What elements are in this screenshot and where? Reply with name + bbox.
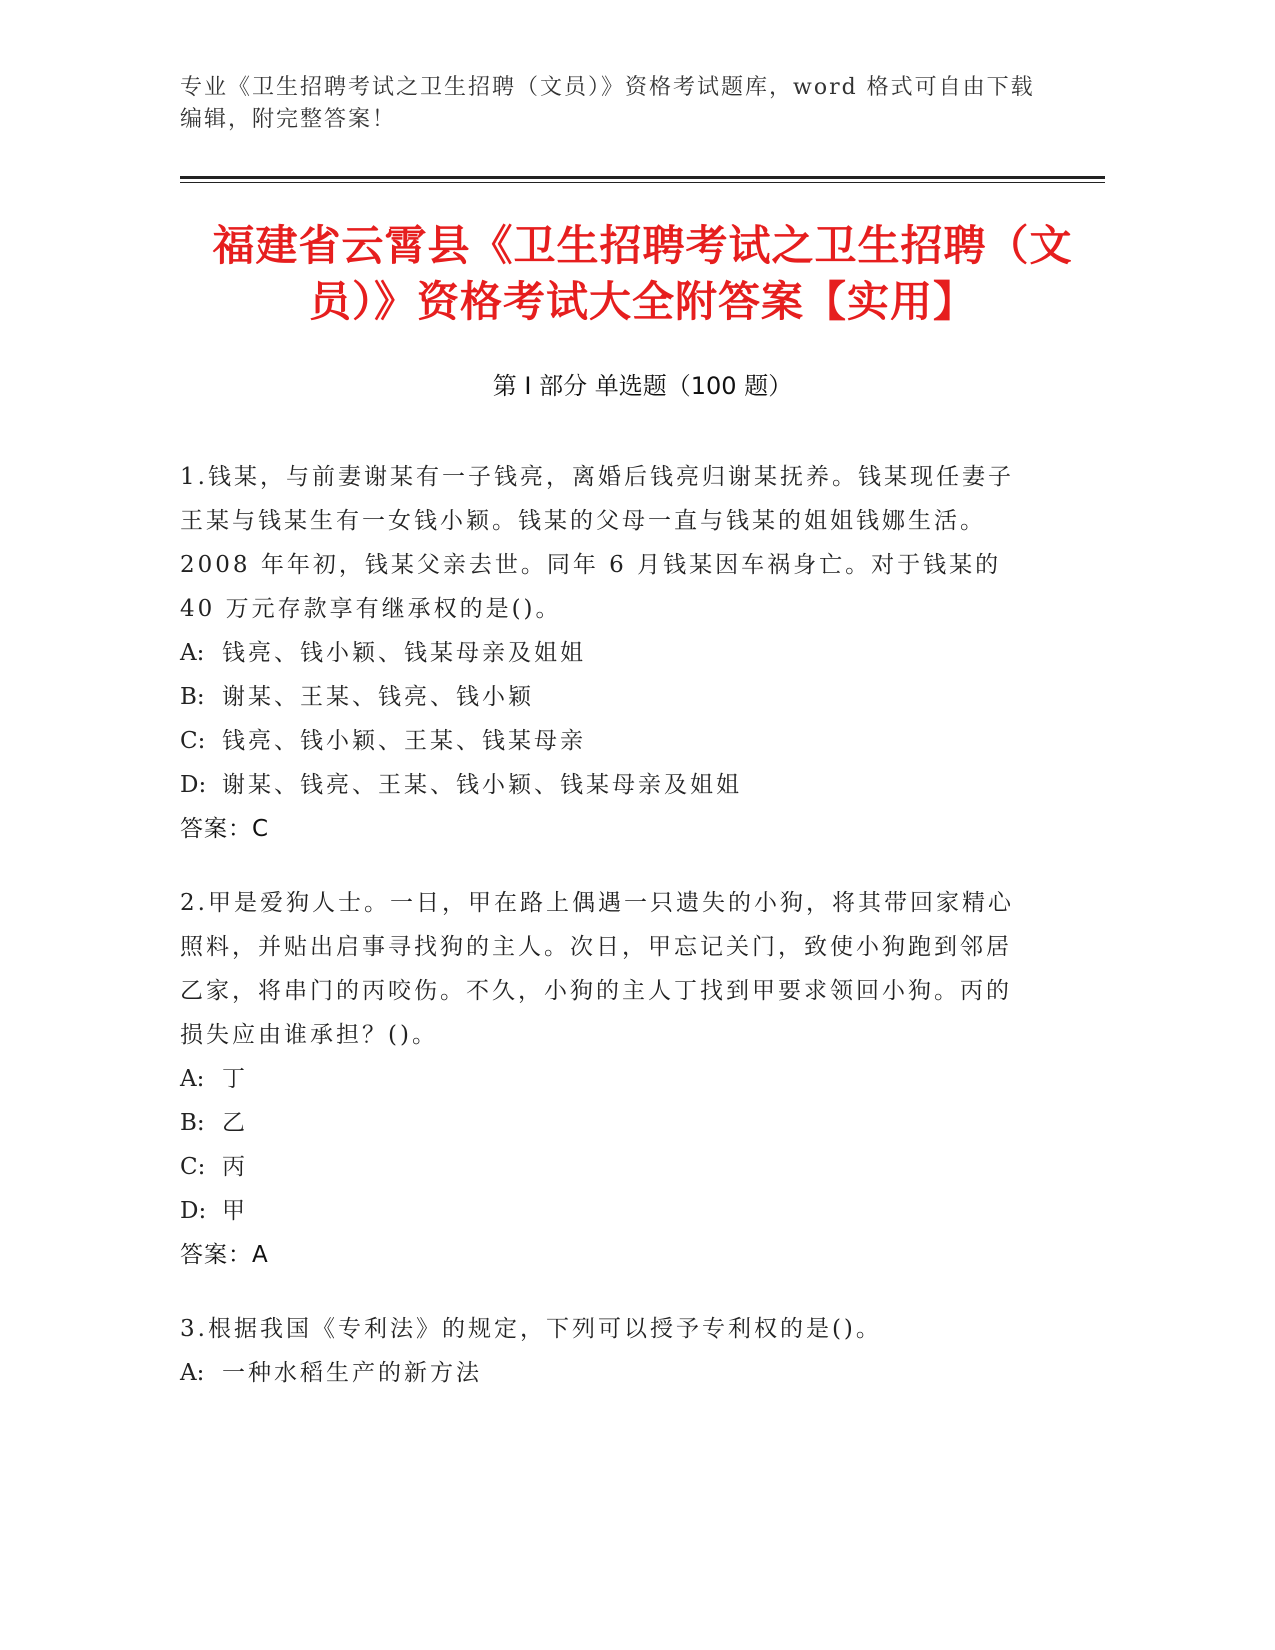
question-item bbox=[180, 881, 1030, 1277]
option-b bbox=[180, 1101, 1030, 1145]
option-d bbox=[180, 763, 1030, 807]
question-item bbox=[180, 455, 1030, 851]
option-label: D: bbox=[180, 772, 207, 798]
header-note: 专业《卫生招聘考试之卫生招聘（文员）》资格考试题库，word 格式可自由下载编辑，附完整答案！ bbox=[180, 75, 1035, 132]
option-label: D: bbox=[180, 1198, 207, 1224]
option-label: A: bbox=[180, 1360, 205, 1386]
option-text: 乙 bbox=[222, 1110, 248, 1136]
option-label: C: bbox=[180, 1154, 206, 1180]
option-a bbox=[180, 1057, 1030, 1101]
answer-line bbox=[180, 807, 1030, 851]
option-a bbox=[180, 631, 1030, 675]
option-text: 甲 bbox=[222, 1198, 248, 1224]
option-text: 丁 bbox=[222, 1066, 248, 1092]
option-d bbox=[180, 1189, 1030, 1233]
answer-value: A bbox=[252, 1242, 269, 1268]
option-text: 钱亮、钱小颖、钱某母亲及姐姐 bbox=[222, 640, 586, 666]
option-c bbox=[180, 1145, 1030, 1189]
option-label: C: bbox=[180, 728, 206, 754]
answer-line bbox=[180, 1233, 1030, 1277]
option-text: 谢某、王某、钱亮、钱小颖 bbox=[222, 684, 534, 710]
section-title: 第 I 部分 单选题（100 题） bbox=[492, 372, 793, 400]
header-rule-thick bbox=[180, 176, 1105, 179]
option-b bbox=[180, 675, 1030, 719]
question-stem: 3.根据我国《专利法》的规定，下列可以授予专利权的是()。 bbox=[180, 1316, 882, 1342]
option-label: A: bbox=[180, 640, 205, 666]
option-text: 谢某、钱亮、王某、钱小颖、钱某母亲及姐姐 bbox=[222, 772, 742, 798]
option-label: B: bbox=[180, 1110, 205, 1136]
option-a bbox=[180, 1351, 1030, 1395]
question-item bbox=[180, 1307, 1030, 1395]
option-text: 一种水稻生产的新方法 bbox=[222, 1360, 482, 1386]
answer-value: C bbox=[252, 816, 270, 842]
option-c bbox=[180, 719, 1030, 763]
header-rule-thin bbox=[180, 182, 1105, 183]
question-stem: 1.钱某，与前妻谢某有一子钱亮，离婚后钱亮归谢某抚养。钱某现任妻子王某与钱某生有一女钱小颖。钱某的父母一直与钱某的姐姐钱娜生活。2008 年年初，钱某父亲去世。同年 6 月钱某因车祸身亡。对于钱某的 40 万元存款享有继承权的是()。 bbox=[180, 464, 1014, 622]
option-text: 丙 bbox=[222, 1154, 248, 1180]
answer-prefix: 答案： bbox=[180, 1242, 252, 1268]
question-stem: 2.甲是爱狗人士。一日，甲在路上偶遇一只遗失的小狗，将其带回家精心照料，并贴出启事寻找狗的主人。次日，甲忘记关门，致使小狗跑到邻居乙家，将串门的丙咬伤。不久，小狗的主人丁找到甲要求领回小狗。丙的损失应由谁承担？()。 bbox=[180, 890, 1014, 1048]
option-label: A: bbox=[180, 1066, 205, 1092]
answer-prefix: 答案： bbox=[180, 816, 252, 842]
option-text: 钱亮、钱小颖、王某、钱某母亲 bbox=[222, 728, 586, 754]
document-title: 福建省云霄县《卫生招聘考试之卫生招聘（文员）》资格考试大全附答案【实用】 bbox=[212, 221, 1073, 326]
question-list bbox=[180, 455, 1030, 1425]
option-label: B: bbox=[180, 684, 205, 710]
